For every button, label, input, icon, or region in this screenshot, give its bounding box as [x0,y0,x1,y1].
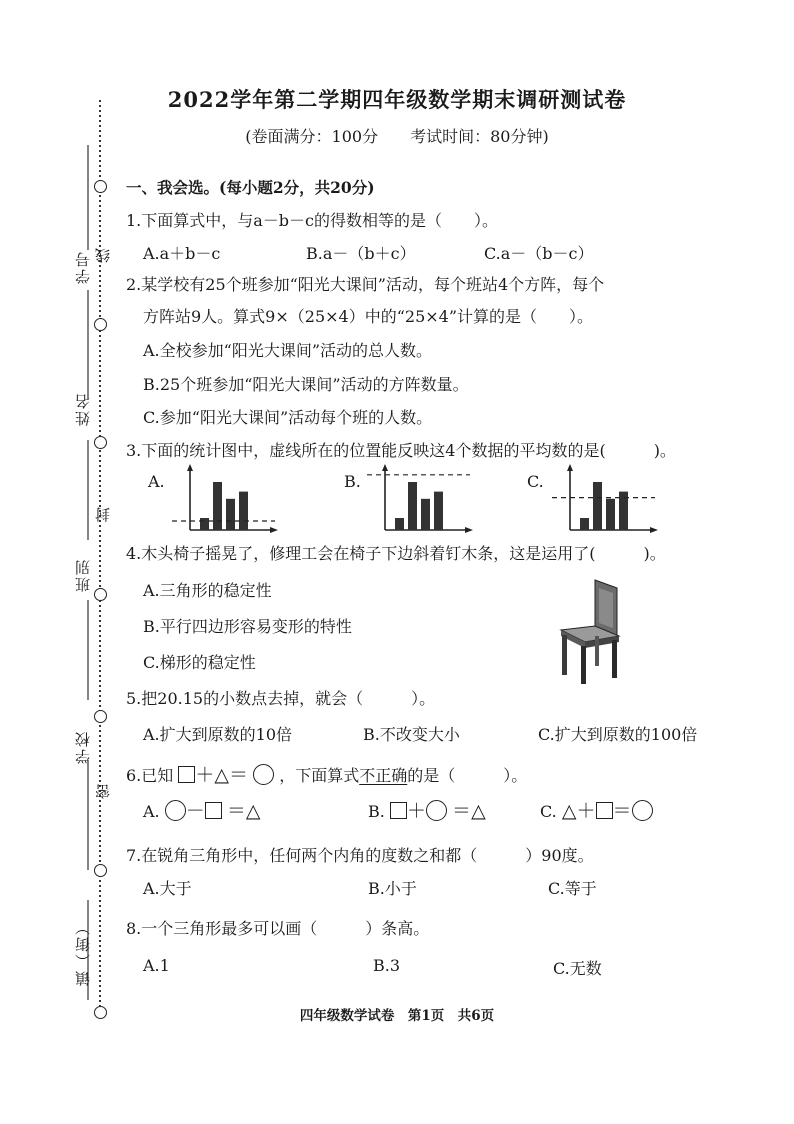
q2-option-c: C.参加“阳光大课间”活动每个班的人数。 [143,408,433,427]
q5-option-c: C.扩大到原数的100倍 [538,725,698,744]
q6-stem-mid: ，下面算式 [279,766,360,785]
plus-sign: ＋ [576,800,596,822]
circle-icon [253,764,274,785]
q1-stem: 1.下面算式中，与a－b－c的得数相等的是（ ）。 [126,211,499,230]
q8-option-b: B.3 [373,956,401,975]
circle-icon [426,800,447,821]
bar [606,499,615,530]
chart-c [550,462,665,537]
student-id-label: 学号 [74,250,92,284]
bar [593,482,602,530]
q6-stem [126,760,527,787]
q1-option-b: B.a－（b＋c） [306,244,416,263]
q5-option-a: A.扩大到原数的10倍 [143,725,293,744]
bar [226,499,235,530]
q2-stem-line2: 方阵站9人。算式9×（25×4）中的“25×4”计算的是（ ）。 [143,307,594,326]
exam-subtitle: (卷面满分：100分 考试时间：80分钟) [245,127,549,146]
bar [239,492,248,530]
equals-sign: ＝ [612,800,632,822]
x-axis-arrow [650,527,658,533]
x-axis-arrow [270,527,278,533]
seal-char-secret: 密 [94,782,112,799]
q6-stem-prefix: 6.已知 [126,766,174,785]
binding-hole [94,436,107,449]
binding-margin [0,0,130,1124]
school-label: 学校 [74,730,92,764]
triangle-icon: △ [471,800,486,822]
plus-sign: ＋ [195,764,215,786]
square-icon [205,802,222,819]
bar [434,492,443,530]
bar [421,499,430,530]
q3-option-c-label: C. [527,472,544,491]
q2-option-b: B.25个班参加“阳光大课间”活动的方阵数量。 [143,375,469,394]
binding-hole [94,318,107,331]
minus-sign: － [185,800,205,822]
q7-option-a: A.大于 [143,879,192,898]
bar [580,518,589,530]
equals-sign: ＝ [229,764,249,786]
chair-image [555,578,630,688]
bar [408,482,417,530]
square-icon [596,802,613,819]
bar [395,518,404,530]
circle-icon [165,800,186,821]
q2-option-a: A.全校参加“阳光大课间”活动的总人数。 [143,341,433,360]
exam-title: 2022学年第二学期四年级数学期末调研测试卷 [167,87,627,112]
q8-option-c: C.无数 [553,959,602,978]
q8-stem: 8.一个三角形最多可以画（ ）条高。 [126,919,430,938]
page-footer: 四年级数学试卷 第1页 共6页 [299,1008,495,1024]
seal-char-line: 线 [94,246,112,263]
binding-hole [94,710,107,723]
square-icon [390,802,407,819]
q7-option-b: B.小于 [368,879,417,898]
y-axis-arrow [567,464,573,471]
seal-char-seal: 封 [94,505,112,522]
bar [213,482,222,530]
q6-option-a-letter: A. [143,802,160,821]
y-axis-arrow [382,464,388,471]
y-axis-arrow [187,464,193,471]
q6-option-c-letter: C. [540,802,557,821]
triangle-icon: △ [245,800,261,822]
q1-option-a: A.a＋b－c [143,244,221,263]
q7-stem: 7.在锐角三角形中，任何两个内角的度数之和都（ ）90度。 [126,846,594,865]
name-label: 姓名 [74,392,92,426]
q4-option-b: B.平行四边形容易变形的特性 [143,617,352,636]
q6-option-b-letter: B. [368,802,385,821]
equals-sign: ＝ [452,800,472,822]
binding-hole [94,588,107,601]
q3-stem: 3.下面的统计图中，虚线所在的位置能反映这4个数据的平均数的是( )。 [126,441,676,460]
q4-option-c: C.梯形的稳定性 [143,653,256,672]
q4-option-a: A.三角形的稳定性 [143,581,272,600]
q6-option-b [368,796,486,823]
q5-option-b: B.不改变大小 [363,725,460,744]
q6-stem-suffix: 的是（ ）。 [407,766,528,785]
chart-b [365,462,480,537]
q5-stem: 5.把20.15的小数点去掉，就会（ ）。 [126,689,436,708]
class-label: 班别 [74,558,92,592]
q6-option-a [143,796,260,823]
bar [200,518,209,530]
triangle-icon: △ [214,764,230,786]
triangle-icon: △ [561,800,577,822]
q6-option-c [540,796,653,823]
q6-stem-underlined: 不正确 [359,766,408,785]
plus-sign: ＋ [406,800,426,822]
chart-a [170,462,285,537]
q8-option-a: A.1 [143,956,170,975]
q3-option-b-label: B. [344,472,361,491]
binding-hole [94,864,107,877]
q7-option-c: C.等于 [548,879,597,898]
circle-icon [632,800,653,821]
x-axis-arrow [465,527,473,533]
square-icon [178,766,195,783]
section-heading: 一、我会选。(每小题2分，共20分) [126,178,375,197]
town-label: 镇（街） [74,918,92,986]
equals-sign: ＝ [226,800,246,822]
q2-stem-line1: 2.某学校有25个班参加“阳光大课间”活动，每个班站4个方阵，每个 [126,275,605,294]
binding-hole [94,180,107,193]
q4-stem: 4.木头椅子摇晃了，修理工会在椅子下边斜着钉木条，这是运用了( )。 [126,544,666,563]
q3-option-a-label: A. [148,472,165,491]
q1-option-c: C.a－（b－c） [484,244,594,263]
